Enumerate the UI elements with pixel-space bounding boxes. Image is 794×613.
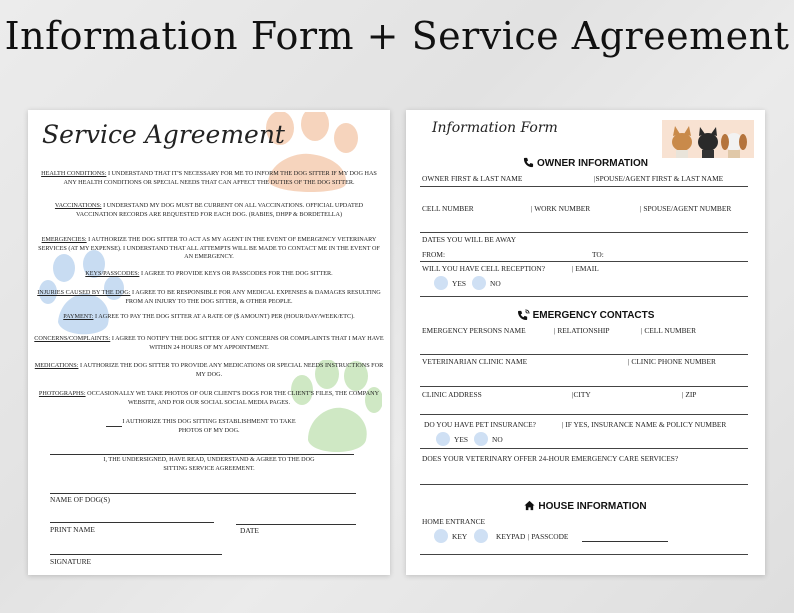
- passcode-label: | PASSCODE: [528, 532, 569, 541]
- cell-reception-yes-checkbox[interactable]: [434, 276, 448, 290]
- from-label: FROM:: [422, 250, 446, 259]
- emergency-contact-line[interactable]: [420, 354, 748, 355]
- keypad-checkbox[interactable]: [474, 529, 488, 543]
- cell-reception-no-label: NO: [490, 279, 501, 288]
- cell-number-label: CELL NUMBER: [422, 204, 474, 213]
- house-icon: [524, 500, 535, 511]
- house-information-heading: HOUSE INFORMATION: [406, 500, 765, 512]
- emergency-cell-label: | CELL NUMBER: [641, 326, 696, 335]
- cell-reception-yes-label: YES: [452, 279, 466, 288]
- insurance-line[interactable]: [420, 448, 748, 449]
- cell-reception-label: WILL YOU HAVE CELL RECEPTION?: [422, 264, 546, 273]
- signature-line[interactable]: [50, 554, 222, 555]
- signature-label: SIGNATURE: [50, 557, 92, 566]
- spouse-name-label: |SPOUSE/AGENT FIRST & LAST NAME: [594, 174, 724, 183]
- photographs-paragraph: PHOTOGRAPHS: OCCASIONALLY WE TAKE PHOTOS OF OUR CLIENT'S DOGS FOR THE CLIENT'S FILES, THE COMPANY WEBSITE, AND FOR OUR SOCIAL SOCIAL MEDIA PAGES.: [38, 390, 380, 406]
- date-label: DATE: [240, 526, 259, 535]
- insurance-yes-checkbox[interactable]: [436, 432, 450, 446]
- insurance-no-checkbox[interactable]: [474, 432, 488, 446]
- vet-clinic-name-label: VETERINARIAN CLINIC NAME: [422, 357, 528, 366]
- key-checkbox[interactable]: [434, 529, 448, 543]
- print-name-line[interactable]: [50, 522, 214, 523]
- service-agreement-title: Service Agreement: [42, 120, 285, 149]
- phone-icon: [523, 157, 534, 168]
- insurance-yes-label: YES: [454, 435, 468, 444]
- relationship-label: | RELATIONSHIP: [554, 326, 610, 335]
- clinic-address-label: CLINIC ADDRESS: [422, 390, 482, 399]
- injuries-paragraph: INJURIES CAUSED BY THE DOG: I AGREE TO BE RESPONSIBLE FOR ANY MEDICAL EXPENSES & DAMAGES RESULTING FROM AN INJURY TO THE DOG SITTER, & OTHER PEOPLE.: [37, 289, 381, 305]
- date-line[interactable]: [236, 524, 356, 525]
- insurance-no-label: NO: [492, 435, 503, 444]
- information-form-title: Information Form: [432, 120, 558, 136]
- dogs-illustration-icon: [662, 120, 754, 158]
- dates-away-line[interactable]: [420, 261, 748, 262]
- dog-name-line[interactable]: [50, 493, 356, 494]
- clinic-zip-label: | ZIP: [682, 390, 697, 399]
- phone-ringing-icon: [517, 309, 530, 320]
- dog-name-label: NAME OF DOG(S): [50, 495, 110, 504]
- emergency-care-line[interactable]: [420, 484, 748, 485]
- email-line[interactable]: [420, 296, 748, 297]
- email-label: | EMAIL: [572, 264, 599, 273]
- vet-clinic-line[interactable]: [420, 386, 748, 387]
- information-form-page: [406, 110, 765, 575]
- phone-numbers-line[interactable]: [420, 232, 748, 233]
- key-label: KEY: [452, 532, 468, 541]
- home-entrance-label: HOME ENTRANCE: [422, 517, 486, 526]
- clinic-address-line[interactable]: [420, 414, 748, 415]
- keypad-label: KEYPAD: [496, 532, 526, 541]
- owner-name-label: OWNER FIRST & LAST NAME: [422, 174, 523, 183]
- clinic-phone-label: | CLINIC PHONE NUMBER: [628, 357, 716, 366]
- emergency-person-label: EMERGENCY PERSONS NAME: [422, 326, 526, 335]
- health-conditions-paragraph: HEALTH CONDITIONS: I UNDERSTAND THAT IT'S NECESSARY FOR ME TO INFORM THE DOG SITTER IF MY DOG HAS ANY HEALTH CONDITIONS OR SPECIAL NEEDS THAT CAN AFFECT THE DUTIES OF THE DOG SITTER.: [41, 170, 377, 186]
- emergency-care-label: DOES YOUR VETERINARY OFFER 24-HOUR EMERGENCY CARE SERVICES?: [422, 454, 679, 463]
- photo-consent-text: I AUTHORIZE THIS DOG SITTING ESTABLISHMENT TO TAKE PHOTOS OF MY DOG.: [122, 418, 296, 434]
- acknowledgement-rule: [50, 454, 354, 455]
- emergencies-paragraph: EMERGENCIES: I AUTHORIZE THE DOG SITTER TO ACT AS MY AGENT IN THE EVENT OF EMERGENCY VETERINARY SERVICES (AT MY EXPENSE). I UNDERSTAND THAT ALL ATTEMPTS WILL BE MADE TO CONTACT ME IN THE EVENT OF AN EMERGENCY.: [38, 236, 380, 261]
- pet-insurance-label: DO YOU HAVE PET INSURANCE?: [424, 420, 536, 429]
- print-name-label: PRINT NAME: [50, 525, 95, 534]
- concerns-paragraph: CONCERNS/COMPLAINTS: I AGREE TO NOTIFY THE DOG SITTER OF ANY CONCERNS OR COMPLAINTS THAT I MAY HAVE WITHIN 24 HOURS OF MY APPOINTMENT.: [34, 335, 384, 351]
- cell-reception-no-checkbox[interactable]: [472, 276, 486, 290]
- payment-paragraph: PAYMENT: I AGREE TO PAY THE DOG SITTER AT A RATE OF ($ AMOUNT) PER (HOUR/DAY/WEEK/ETC).: [63, 313, 355, 320]
- owner-information-heading: OWNER INFORMATION: [406, 157, 765, 169]
- passcode-line[interactable]: [582, 541, 668, 542]
- house-info-line[interactable]: [420, 554, 748, 555]
- service-agreement-page: [28, 110, 390, 575]
- spouse-number-label: | SPOUSE/AGENT NUMBER: [640, 204, 732, 213]
- owner-name-line[interactable]: [420, 186, 748, 187]
- insurance-detail-label: | IF YES, INSURANCE NAME & POLICY NUMBER: [562, 420, 727, 429]
- emergency-contacts-heading: EMERGENCY CONTACTS: [406, 309, 765, 321]
- page-title: Information Form + Service Agreement: [4, 14, 790, 58]
- to-label: TO:: [592, 250, 604, 259]
- acknowledgement-text: I, THE UNDERSIGNED, HAVE READ, UNDERSTAND & AGREE TO THE DOG SITTING SERVICE AGREEMENT.: [103, 456, 315, 472]
- vaccinations-paragraph: VACCINATIONS: I UNDERSTAND MY DOG MUST BE CURRENT ON ALL VACCINATIONS. OFFICIAL UPDATED VACCINATION RECORDS ARE REQUESTED FOR EACH DOG. (RABIES, DHPP & BORDETELLA): [54, 202, 364, 218]
- work-number-label: | WORK NUMBER: [531, 204, 591, 213]
- medications-paragraph: MEDICATIONS: I AUTHORIZE THE DOG SITTER TO PROVIDE ANY MEDICATIONS OR SPECIAL NEEDS INSTRUCTIONS FOR MY DOG.: [34, 362, 384, 378]
- clinic-city-label: |CITY: [572, 390, 591, 399]
- dates-away-label: DATES YOU WILL BE AWAY: [422, 235, 517, 244]
- keys-passcodes-paragraph: KEYS/PASSCODES: I AGREE TO PROVIDE KEYS OR PASSCODES FOR THE DOG SITTER.: [85, 270, 333, 277]
